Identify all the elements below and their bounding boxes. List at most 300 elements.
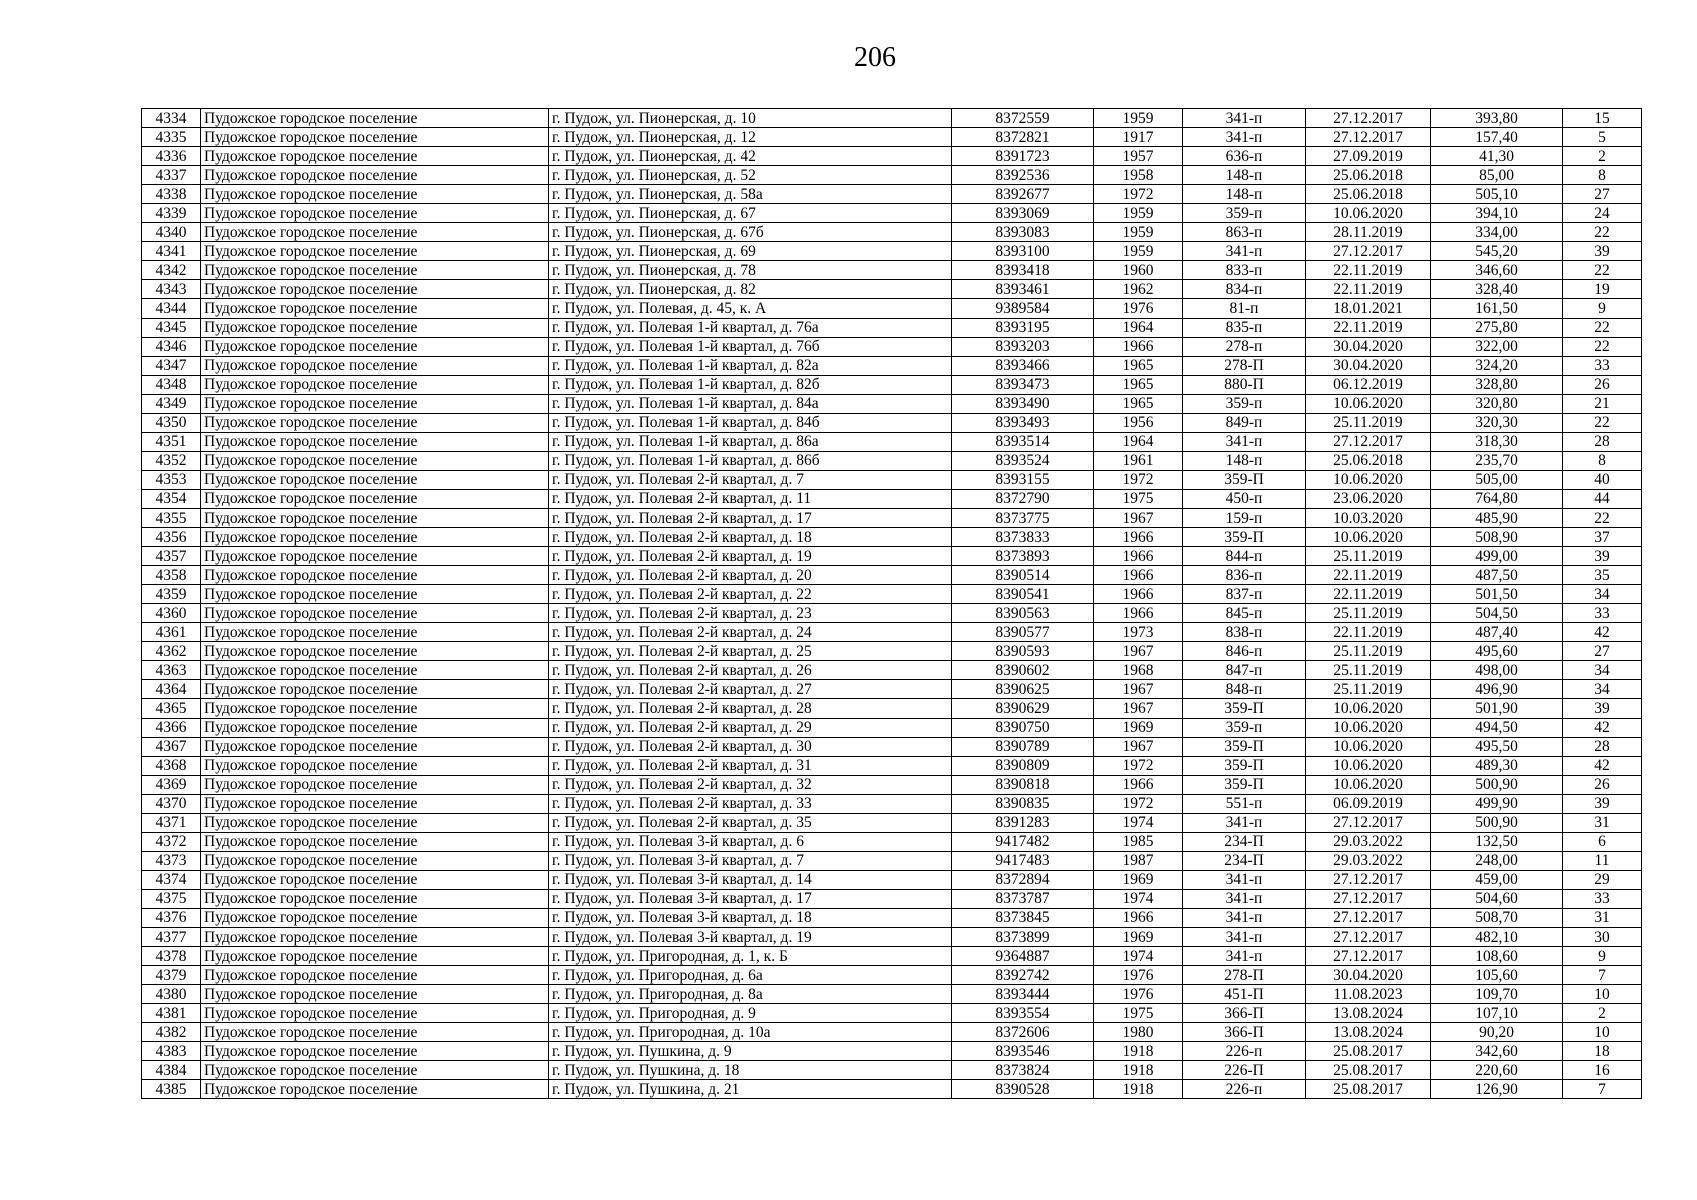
- area-cell: 505,00: [1431, 470, 1563, 489]
- build-year-cell: 1959: [1094, 109, 1183, 128]
- document-date-cell: 22.11.2019: [1306, 585, 1431, 604]
- residents-cell: 22: [1563, 413, 1642, 432]
- build-year-cell: 1967: [1094, 642, 1183, 661]
- area-cell: 505,10: [1431, 185, 1563, 204]
- residents-cell: 2: [1563, 1004, 1642, 1023]
- address-cell: г. Пудож, ул. Пионерская, д. 10: [549, 109, 952, 128]
- document-number-cell: 837-п: [1183, 585, 1306, 604]
- address-cell: г. Пудож, ул. Полевая, д. 45, к. А: [549, 299, 952, 318]
- build-year-cell: 1985: [1094, 832, 1183, 851]
- residents-cell: 26: [1563, 375, 1642, 394]
- house-code-cell: 8390789: [952, 737, 1094, 756]
- row-number-cell: 4377: [142, 928, 201, 947]
- settlement-cell: Пудожское городское поселение: [201, 775, 549, 794]
- housing-registry-table: [141, 108, 1642, 1099]
- table-row: [142, 166, 1642, 185]
- residents-cell: 22: [1563, 261, 1642, 280]
- area-cell: 107,10: [1431, 1004, 1563, 1023]
- document-number-cell: 341-п: [1183, 928, 1306, 947]
- document-date-cell: 10.06.2020: [1306, 718, 1431, 737]
- settlement-cell: Пудожское городское поселение: [201, 680, 549, 699]
- address-cell: г. Пудож, ул. Полевая 2-й квартал, д. 19: [549, 547, 952, 566]
- address-cell: г. Пудож, ул. Пионерская, д. 52: [549, 166, 952, 185]
- residents-cell: 7: [1563, 966, 1642, 985]
- address-cell: г. Пудож, ул. Пушкина, д. 18: [549, 1061, 952, 1080]
- settlement-cell: Пудожское городское поселение: [201, 451, 549, 470]
- house-code-cell: 8393083: [952, 223, 1094, 242]
- settlement-cell: Пудожское городское поселение: [201, 528, 549, 547]
- address-cell: г. Пудож, ул. Полевая 3-й квартал, д. 19: [549, 928, 952, 947]
- address-cell: г. Пудож, ул. Пушкина, д. 9: [549, 1042, 952, 1061]
- area-cell: 485,90: [1431, 508, 1563, 527]
- settlement-cell: Пудожское городское поселение: [201, 718, 549, 737]
- residents-cell: 8: [1563, 451, 1642, 470]
- document-date-cell: 22.11.2019: [1306, 623, 1431, 642]
- area-cell: 508,70: [1431, 908, 1563, 927]
- table-row: [142, 280, 1642, 299]
- table-row: [142, 604, 1642, 623]
- table-row: [142, 261, 1642, 280]
- settlement-cell: Пудожское городское поселение: [201, 832, 549, 851]
- house-code-cell: 8373833: [952, 528, 1094, 547]
- build-year-cell: 1966: [1094, 604, 1183, 623]
- table-row: [142, 451, 1642, 470]
- row-number-cell: 4361: [142, 623, 201, 642]
- residents-cell: 42: [1563, 623, 1642, 642]
- document-date-cell: 22.11.2019: [1306, 318, 1431, 337]
- residents-cell: 26: [1563, 775, 1642, 794]
- document-date-cell: 27.09.2019: [1306, 147, 1431, 166]
- area-cell: 342,60: [1431, 1042, 1563, 1061]
- row-number-cell: 4338: [142, 185, 201, 204]
- table-row: [142, 299, 1642, 318]
- row-number-cell: 4349: [142, 394, 201, 413]
- document-number-cell: 359-П: [1183, 470, 1306, 489]
- build-year-cell: 1967: [1094, 699, 1183, 718]
- area-cell: 346,60: [1431, 261, 1563, 280]
- area-cell: 328,80: [1431, 375, 1563, 394]
- build-year-cell: 1965: [1094, 394, 1183, 413]
- residents-cell: 9: [1563, 299, 1642, 318]
- document-number-cell: 341-п: [1183, 908, 1306, 927]
- document-number-cell: 849-п: [1183, 413, 1306, 432]
- table-row: [142, 432, 1642, 451]
- settlement-cell: Пудожское городское поселение: [201, 813, 549, 832]
- residents-cell: 15: [1563, 109, 1642, 128]
- document-date-cell: 25.06.2018: [1306, 451, 1431, 470]
- house-code-cell: 8392536: [952, 166, 1094, 185]
- build-year-cell: 1987: [1094, 851, 1183, 870]
- document-number-cell: 366-П: [1183, 1023, 1306, 1042]
- table-row: [142, 128, 1642, 147]
- table-row: [142, 985, 1642, 1004]
- document-date-cell: 30.04.2020: [1306, 966, 1431, 985]
- settlement-cell: Пудожское городское поселение: [201, 356, 549, 375]
- residents-cell: 31: [1563, 813, 1642, 832]
- address-cell: г. Пудож, ул. Полевая 2-й квартал, д. 18: [549, 528, 952, 547]
- address-cell: г. Пудож, ул. Полевая 2-й квартал, д. 26: [549, 661, 952, 680]
- row-number-cell: 4355: [142, 508, 201, 527]
- table-row: [142, 680, 1642, 699]
- document-number-cell: 148-п: [1183, 451, 1306, 470]
- row-number-cell: 4345: [142, 318, 201, 337]
- settlement-cell: Пудожское городское поселение: [201, 223, 549, 242]
- row-number-cell: 4374: [142, 870, 201, 889]
- row-number-cell: 4360: [142, 604, 201, 623]
- residents-cell: 31: [1563, 908, 1642, 927]
- document-number-cell: 148-п: [1183, 166, 1306, 185]
- settlement-cell: Пудожское городское поселение: [201, 851, 549, 870]
- document-date-cell: 25.11.2019: [1306, 547, 1431, 566]
- row-number-cell: 4370: [142, 794, 201, 813]
- address-cell: г. Пудож, ул. Полевая 3-й квартал, д. 6: [549, 832, 952, 851]
- residents-cell: 22: [1563, 318, 1642, 337]
- document-number-cell: 636-п: [1183, 147, 1306, 166]
- row-number-cell: 4363: [142, 661, 201, 680]
- document-number-cell: 148-п: [1183, 185, 1306, 204]
- house-code-cell: 8390563: [952, 604, 1094, 623]
- table-row: [142, 870, 1642, 889]
- table-row: [142, 470, 1642, 489]
- settlement-cell: Пудожское городское поселение: [201, 1023, 549, 1042]
- residents-cell: 33: [1563, 604, 1642, 623]
- table-row: [142, 832, 1642, 851]
- residents-cell: 34: [1563, 585, 1642, 604]
- area-cell: 545,20: [1431, 242, 1563, 261]
- document-number-cell: 359-п: [1183, 394, 1306, 413]
- settlement-cell: Пудожское городское поселение: [201, 1080, 549, 1099]
- residents-cell: 6: [1563, 832, 1642, 851]
- row-number-cell: 4366: [142, 718, 201, 737]
- settlement-cell: Пудожское городское поселение: [201, 699, 549, 718]
- table-row: [142, 242, 1642, 261]
- row-number-cell: 4385: [142, 1080, 201, 1099]
- area-cell: 508,90: [1431, 528, 1563, 547]
- settlement-cell: Пудожское городское поселение: [201, 508, 549, 527]
- document-date-cell: 27.12.2017: [1306, 109, 1431, 128]
- address-cell: г. Пудож, ул. Полевая 2-й квартал, д. 31: [549, 756, 952, 775]
- area-cell: 500,90: [1431, 813, 1563, 832]
- settlement-cell: Пудожское городское поселение: [201, 661, 549, 680]
- row-number-cell: 4372: [142, 832, 201, 851]
- house-code-cell: 8393473: [952, 375, 1094, 394]
- area-cell: 501,90: [1431, 699, 1563, 718]
- document-date-cell: 25.06.2018: [1306, 185, 1431, 204]
- row-number-cell: 4375: [142, 889, 201, 908]
- document-date-cell: 22.11.2019: [1306, 261, 1431, 280]
- table-row: [142, 642, 1642, 661]
- house-code-cell: 8372790: [952, 489, 1094, 508]
- house-code-cell: 8390818: [952, 775, 1094, 794]
- settlement-cell: Пудожское городское поселение: [201, 109, 549, 128]
- build-year-cell: 1959: [1094, 223, 1183, 242]
- settlement-cell: Пудожское городское поселение: [201, 147, 549, 166]
- house-code-cell: 8390528: [952, 1080, 1094, 1099]
- row-number-cell: 4346: [142, 337, 201, 356]
- residents-cell: 24: [1563, 204, 1642, 223]
- table-row: [142, 356, 1642, 375]
- row-number-cell: 4351: [142, 432, 201, 451]
- table-row: [142, 547, 1642, 566]
- table-row: [142, 966, 1642, 985]
- build-year-cell: 1966: [1094, 337, 1183, 356]
- settlement-cell: Пудожское городское поселение: [201, 489, 549, 508]
- row-number-cell: 4358: [142, 566, 201, 585]
- document-number-cell: 359-П: [1183, 699, 1306, 718]
- row-number-cell: 4340: [142, 223, 201, 242]
- page-number: 206: [854, 42, 896, 73]
- settlement-cell: Пудожское городское поселение: [201, 204, 549, 223]
- house-code-cell: 8393546: [952, 1042, 1094, 1061]
- settlement-cell: Пудожское городское поселение: [201, 623, 549, 642]
- build-year-cell: 1965: [1094, 356, 1183, 375]
- house-code-cell: 8393444: [952, 985, 1094, 1004]
- area-cell: 235,70: [1431, 451, 1563, 470]
- document-number-cell: 551-п: [1183, 794, 1306, 813]
- house-code-cell: 8393514: [952, 432, 1094, 451]
- table-row: [142, 889, 1642, 908]
- area-cell: 504,50: [1431, 604, 1563, 623]
- row-number-cell: 4347: [142, 356, 201, 375]
- document-date-cell: 06.12.2019: [1306, 375, 1431, 394]
- address-cell: г. Пудож, ул. Пионерская, д. 42: [549, 147, 952, 166]
- area-cell: 498,00: [1431, 661, 1563, 680]
- document-number-cell: 835-п: [1183, 318, 1306, 337]
- house-code-cell: 8372894: [952, 870, 1094, 889]
- house-code-cell: 8393490: [952, 394, 1094, 413]
- document-number-cell: 341-п: [1183, 109, 1306, 128]
- build-year-cell: 1966: [1094, 566, 1183, 585]
- area-cell: 334,00: [1431, 223, 1563, 242]
- table-row: [142, 794, 1642, 813]
- document-number-cell: 833-п: [1183, 261, 1306, 280]
- address-cell: г. Пудож, ул. Полевая 3-й квартал, д. 17: [549, 889, 952, 908]
- build-year-cell: 1918: [1094, 1080, 1183, 1099]
- residents-cell: 33: [1563, 889, 1642, 908]
- build-year-cell: 1969: [1094, 718, 1183, 737]
- build-year-cell: 1974: [1094, 889, 1183, 908]
- address-cell: г. Пудож, ул. Пионерская, д. 69: [549, 242, 952, 261]
- row-number-cell: 4365: [142, 699, 201, 718]
- row-number-cell: 4357: [142, 547, 201, 566]
- document-date-cell: 25.11.2019: [1306, 604, 1431, 623]
- settlement-cell: Пудожское городское поселение: [201, 394, 549, 413]
- document-date-cell: 10.06.2020: [1306, 775, 1431, 794]
- table-row: [142, 185, 1642, 204]
- house-code-cell: 8390514: [952, 566, 1094, 585]
- document-date-cell: 27.12.2017: [1306, 128, 1431, 147]
- row-number-cell: 4335: [142, 128, 201, 147]
- table-row: [142, 775, 1642, 794]
- area-cell: 157,40: [1431, 128, 1563, 147]
- row-number-cell: 4334: [142, 109, 201, 128]
- area-cell: 504,60: [1431, 889, 1563, 908]
- document-date-cell: 10.06.2020: [1306, 528, 1431, 547]
- row-number-cell: 4378: [142, 947, 201, 966]
- build-year-cell: 1966: [1094, 908, 1183, 927]
- document-date-cell: 25.11.2019: [1306, 413, 1431, 432]
- build-year-cell: 1976: [1094, 299, 1183, 318]
- house-code-cell: 8372821: [952, 128, 1094, 147]
- area-cell: 161,50: [1431, 299, 1563, 318]
- residents-cell: 11: [1563, 851, 1642, 870]
- settlement-cell: Пудожское городское поселение: [201, 1004, 549, 1023]
- area-cell: 320,30: [1431, 413, 1563, 432]
- table-row: [142, 528, 1642, 547]
- build-year-cell: 1965: [1094, 375, 1183, 394]
- settlement-cell: Пудожское городское поселение: [201, 889, 549, 908]
- document-number-cell: 278-П: [1183, 356, 1306, 375]
- house-code-cell: 8393524: [952, 451, 1094, 470]
- settlement-cell: Пудожское городское поселение: [201, 299, 549, 318]
- row-number-cell: 4381: [142, 1004, 201, 1023]
- address-cell: г. Пудож, ул. Полевая 2-й квартал, д. 29: [549, 718, 952, 737]
- document-number-cell: 359-п: [1183, 718, 1306, 737]
- house-code-cell: 8373775: [952, 508, 1094, 527]
- table-row: [142, 147, 1642, 166]
- table-row: [142, 1042, 1642, 1061]
- area-cell: 494,50: [1431, 718, 1563, 737]
- build-year-cell: 1918: [1094, 1042, 1183, 1061]
- document-date-cell: 28.11.2019: [1306, 223, 1431, 242]
- document-date-cell: 27.12.2017: [1306, 242, 1431, 261]
- build-year-cell: 1968: [1094, 661, 1183, 680]
- address-cell: г. Пудож, ул. Пригородная, д. 1, к. Б: [549, 947, 952, 966]
- table-row: [142, 566, 1642, 585]
- residents-cell: 44: [1563, 489, 1642, 508]
- row-number-cell: 4367: [142, 737, 201, 756]
- address-cell: г. Пудож, ул. Пушкина, д. 21: [549, 1080, 952, 1099]
- address-cell: г. Пудож, ул. Пригородная, д. 6а: [549, 966, 952, 985]
- house-code-cell: 8393418: [952, 261, 1094, 280]
- document-date-cell: 25.11.2019: [1306, 680, 1431, 699]
- document-number-cell: 838-п: [1183, 623, 1306, 642]
- document-number-cell: 81-п: [1183, 299, 1306, 318]
- table-row: [142, 718, 1642, 737]
- address-cell: г. Пудож, ул. Пригородная, д. 10а: [549, 1023, 952, 1042]
- residents-cell: 28: [1563, 737, 1642, 756]
- document-date-cell: 25.06.2018: [1306, 166, 1431, 185]
- build-year-cell: 1958: [1094, 166, 1183, 185]
- build-year-cell: 1967: [1094, 680, 1183, 699]
- document-date-cell: 10.06.2020: [1306, 204, 1431, 223]
- residents-cell: 30: [1563, 928, 1642, 947]
- house-code-cell: 8393493: [952, 413, 1094, 432]
- address-cell: г. Пудож, ул. Полевая 2-й квартал, д. 32: [549, 775, 952, 794]
- row-number-cell: 4384: [142, 1061, 201, 1080]
- address-cell: г. Пудож, ул. Полевая 1-й квартал, д. 82а: [549, 356, 952, 375]
- table-row: [142, 1023, 1642, 1042]
- settlement-cell: Пудожское городское поселение: [201, 261, 549, 280]
- house-code-cell: 8373845: [952, 908, 1094, 927]
- row-number-cell: 4350: [142, 413, 201, 432]
- house-code-cell: 8392742: [952, 966, 1094, 985]
- document-date-cell: 30.04.2020: [1306, 356, 1431, 375]
- address-cell: г. Пудож, ул. Полевая 3-й квартал, д. 7: [549, 851, 952, 870]
- row-number-cell: 4348: [142, 375, 201, 394]
- residents-cell: 42: [1563, 718, 1642, 737]
- settlement-cell: Пудожское городское поселение: [201, 947, 549, 966]
- area-cell: 499,90: [1431, 794, 1563, 813]
- residents-cell: 29: [1563, 870, 1642, 889]
- house-code-cell: 8393069: [952, 204, 1094, 223]
- table-row: [142, 109, 1642, 128]
- area-cell: 275,80: [1431, 318, 1563, 337]
- address-cell: г. Пудож, ул. Пионерская, д. 82: [549, 280, 952, 299]
- residents-cell: 39: [1563, 547, 1642, 566]
- address-cell: г. Пудож, ул. Полевая 2-й квартал, д. 20: [549, 566, 952, 585]
- area-cell: 324,20: [1431, 356, 1563, 375]
- address-cell: г. Пудож, ул. Пионерская, д. 58а: [549, 185, 952, 204]
- document-date-cell: 13.08.2024: [1306, 1004, 1431, 1023]
- address-cell: г. Пудож, ул. Пионерская, д. 67: [549, 204, 952, 223]
- residents-cell: 39: [1563, 242, 1642, 261]
- build-year-cell: 1960: [1094, 261, 1183, 280]
- address-cell: г. Пудож, ул. Полевая 2-й квартал, д. 35: [549, 813, 952, 832]
- address-cell: г. Пудож, ул. Полевая 2-й квартал, д. 27: [549, 680, 952, 699]
- residents-cell: 7: [1563, 1080, 1642, 1099]
- document-number-cell: 226-П: [1183, 1061, 1306, 1080]
- registry-body: [142, 109, 1642, 1099]
- residents-cell: 22: [1563, 223, 1642, 242]
- document-number-cell: 226-п: [1183, 1042, 1306, 1061]
- house-code-cell: 8393100: [952, 242, 1094, 261]
- residents-cell: 27: [1563, 642, 1642, 661]
- document-number-cell: 880-П: [1183, 375, 1306, 394]
- row-number-cell: 4344: [142, 299, 201, 318]
- settlement-cell: Пудожское городское поселение: [201, 794, 549, 813]
- settlement-cell: Пудожское городское поселение: [201, 375, 549, 394]
- address-cell: г. Пудож, ул. Пионерская, д. 78: [549, 261, 952, 280]
- build-year-cell: 1969: [1094, 928, 1183, 947]
- build-year-cell: 1969: [1094, 870, 1183, 889]
- house-code-cell: 9364887: [952, 947, 1094, 966]
- document-date-cell: 29.03.2022: [1306, 832, 1431, 851]
- residents-cell: 27: [1563, 185, 1642, 204]
- build-year-cell: 1967: [1094, 737, 1183, 756]
- document-number-cell: 278-П: [1183, 966, 1306, 985]
- document-date-cell: 25.11.2019: [1306, 642, 1431, 661]
- house-code-cell: 9389584: [952, 299, 1094, 318]
- table-row: [142, 413, 1642, 432]
- area-cell: 495,50: [1431, 737, 1563, 756]
- area-cell: 496,90: [1431, 680, 1563, 699]
- table-row: [142, 737, 1642, 756]
- build-year-cell: 1966: [1094, 585, 1183, 604]
- row-number-cell: 4362: [142, 642, 201, 661]
- document-number-cell: 234-П: [1183, 832, 1306, 851]
- table-row: [142, 908, 1642, 927]
- area-cell: 499,00: [1431, 547, 1563, 566]
- settlement-cell: Пудожское городское поселение: [201, 928, 549, 947]
- document-date-cell: 10.06.2020: [1306, 394, 1431, 413]
- row-number-cell: 4364: [142, 680, 201, 699]
- address-cell: г. Пудож, ул. Полевая 1-й квартал, д. 82б: [549, 375, 952, 394]
- area-cell: 41,30: [1431, 147, 1563, 166]
- house-code-cell: 8391723: [952, 147, 1094, 166]
- house-code-cell: 8390541: [952, 585, 1094, 604]
- document-date-cell: 22.11.2019: [1306, 566, 1431, 585]
- settlement-cell: Пудожское городское поселение: [201, 737, 549, 756]
- address-cell: г. Пудож, ул. Пригородная, д. 8а: [549, 985, 952, 1004]
- build-year-cell: 1973: [1094, 623, 1183, 642]
- residents-cell: 21: [1563, 394, 1642, 413]
- house-code-cell: 8372559: [952, 109, 1094, 128]
- document-number-cell: 844-п: [1183, 547, 1306, 566]
- document-number-cell: 278-п: [1183, 337, 1306, 356]
- area-cell: 393,80: [1431, 109, 1563, 128]
- document-number-cell: 341-п: [1183, 432, 1306, 451]
